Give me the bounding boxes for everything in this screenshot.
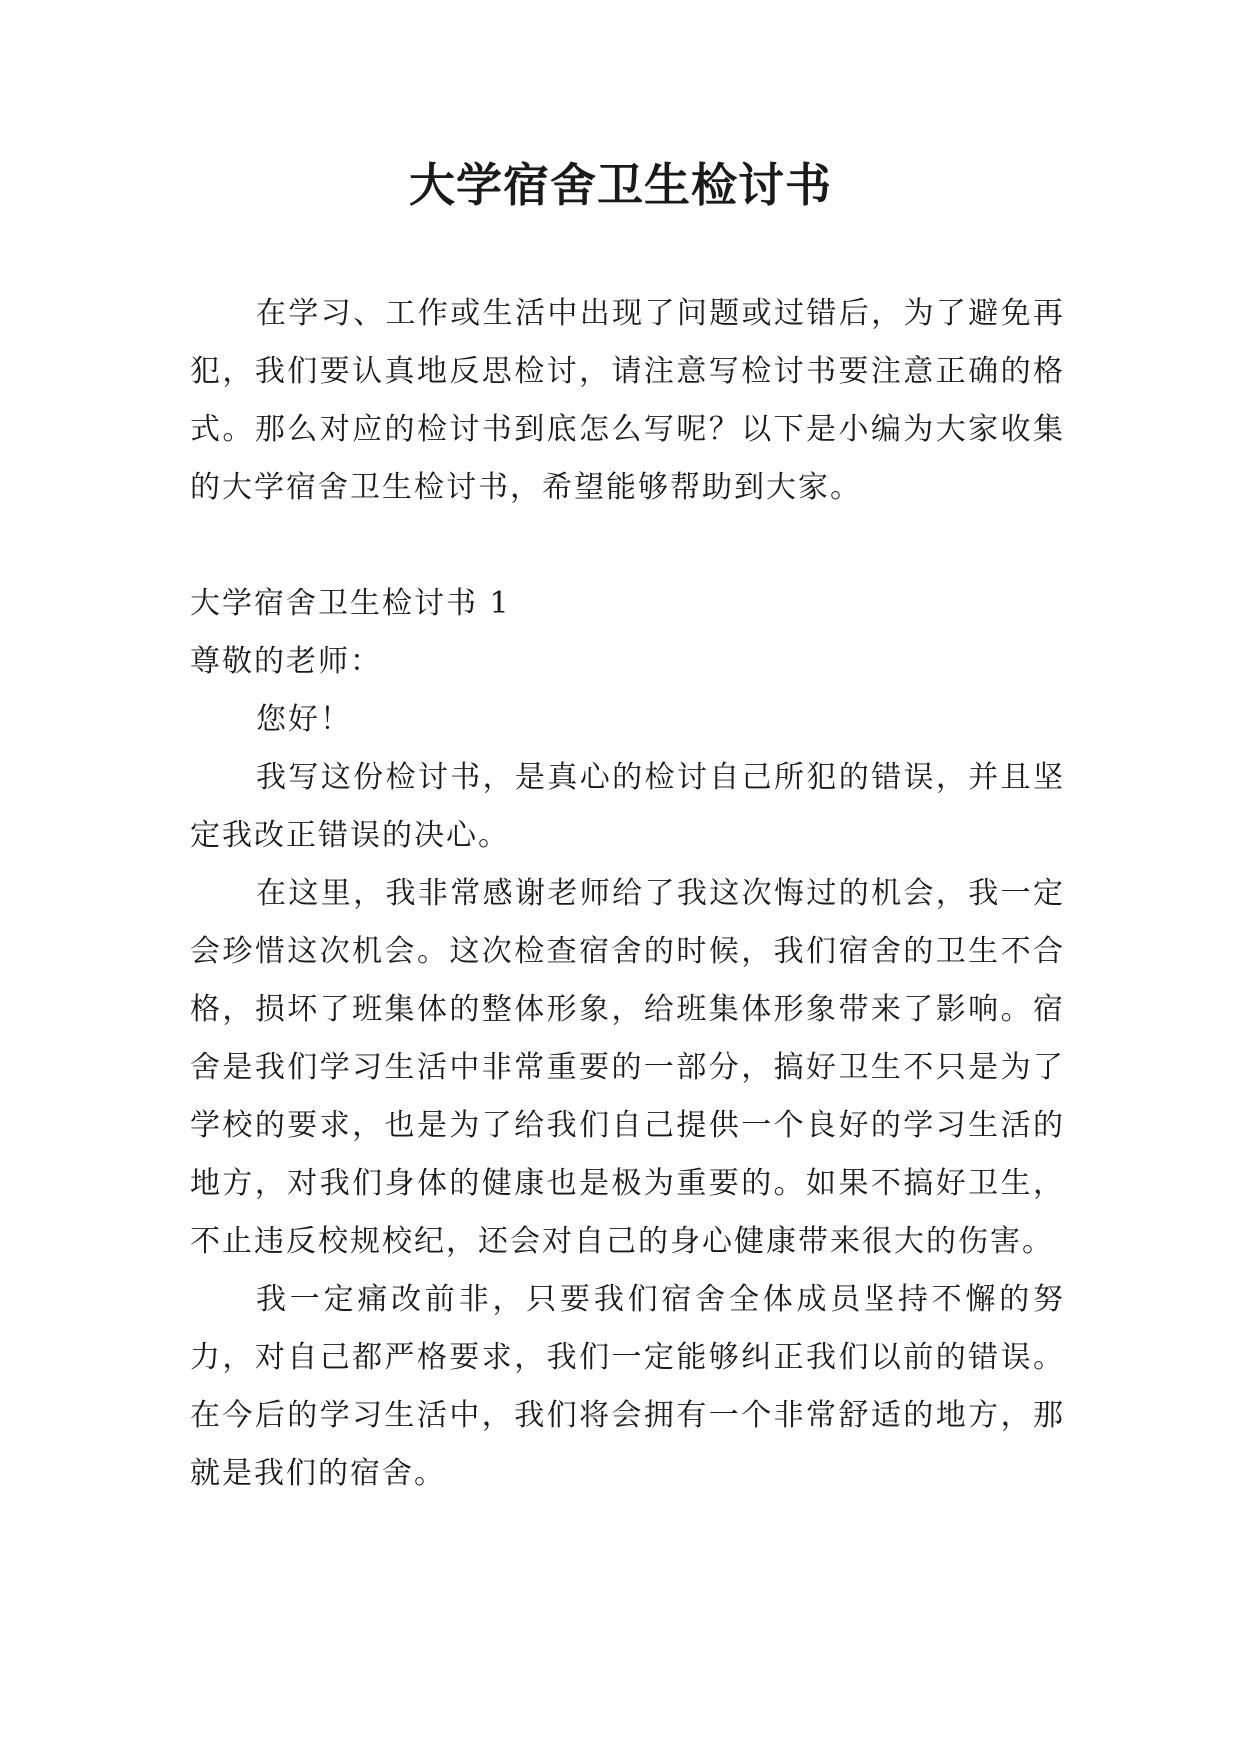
body-paragraph-3: 我一定痛改前非，只要我们宿舍全体成员坚持不懈的努力，对自己都严格要求，我们一定能够纠正我们以前的错误。在今后的学习生活中，我们将会拥有一个非常舒适的地方，那就是我们的宿舍。 xyxy=(190,1282,1065,1491)
salutation: 尊敬的老师： xyxy=(190,644,382,679)
paragraph-spacer xyxy=(190,517,1065,575)
document-title: 大学宿舍卫生检讨书 xyxy=(409,158,832,212)
intro-paragraph: 在学习、工作或生活中出现了问题或过错后，为了避免再犯，我们要认真地反思检讨，请注意写检讨书要注意正确的格式。那么对应的检讨书到底怎么写呢？以下是小编为大家收集的大学宿舍卫生检讨书，希望能够帮助到大家。 xyxy=(190,296,1065,505)
document-body xyxy=(190,285,1065,1503)
body-paragraph-2: 在这里，我非常感谢老师给了我这次悔过的机会，我一定会珍惜这次机会。这次检查宿舍的时候，我们宿舍的卫生不合格，损坏了班集体的整体形象，给班集体形象带来了影响。宿舍是我们学习生活中非常重要的一部分，搞好卫生不只是为了学校的要求，也是为了给我们自己提供一个良好的学习生活的地方，对我们身体的健康也是极为重要的。如果不搞好卫生，不止违反校规校纪，还会对自己的身心健康带来很大的伤害。 xyxy=(190,876,1065,1259)
body-paragraph-1: 我写这份检讨书，是真心的检讨自己所犯的错误，并且坚定我改正错误的决心。 xyxy=(190,760,1065,853)
section-heading: 大学宿舍卫生检讨书 1 xyxy=(190,586,511,621)
greeting: 您好！ xyxy=(256,702,352,737)
